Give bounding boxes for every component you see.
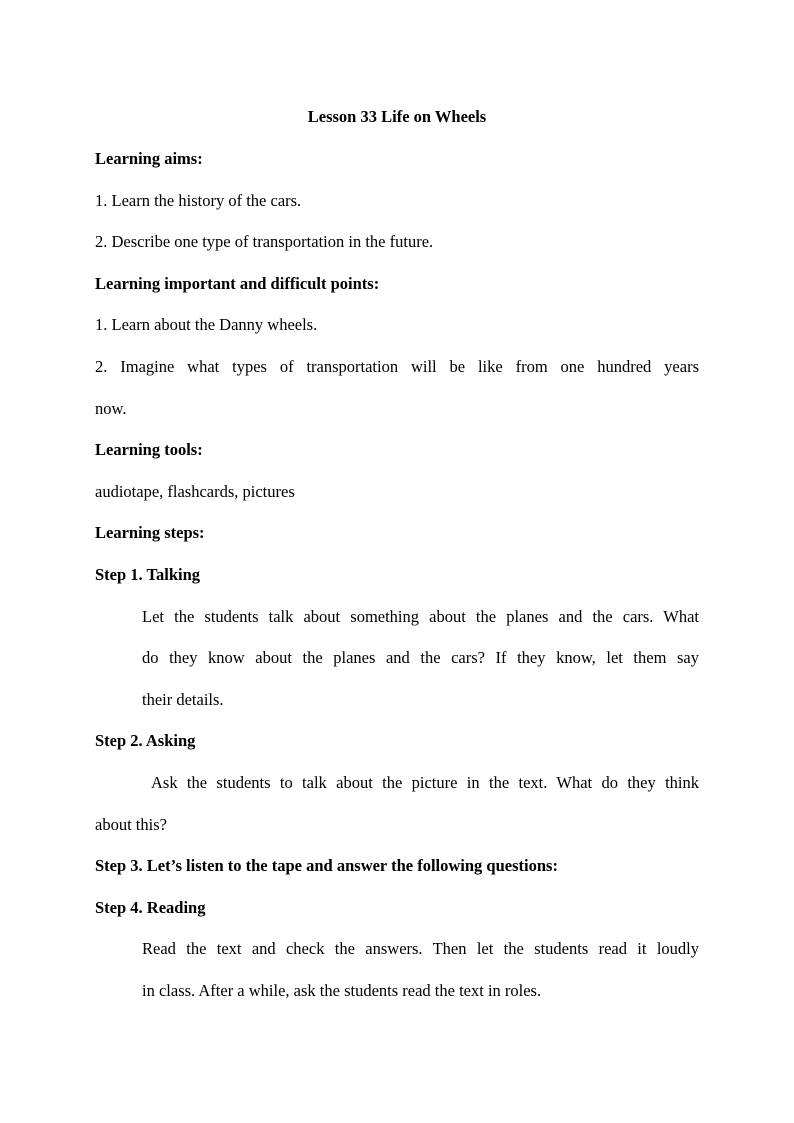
- point-item-2: 2. Imagine what types of transportation will be like from one hundred years: [95, 357, 699, 376]
- step1-heading: Step 1. Talking: [95, 565, 201, 584]
- step4-line-1: Read the text and check the answers. Then let the students read it loudly: [142, 939, 699, 958]
- tools-list: audiotape, flashcards, pictures: [95, 482, 295, 501]
- step1-line-2: do they know about the planes and the cars? If they know, let them say: [142, 648, 699, 667]
- aim-item-2: 2. Describe one type of transportation in the future.: [95, 232, 434, 251]
- aim-item-1: 1. Learn the history of the cars.: [95, 191, 302, 210]
- points-heading: Learning important and difficult points:: [95, 274, 380, 293]
- step1-line-3: their details.: [142, 690, 224, 709]
- step2-line-2: about this?: [95, 815, 167, 834]
- step1-line-1: Let the students talk about something about the planes and the cars. What: [142, 607, 699, 626]
- step4-line-2: in class. After a while, ask the students read the text in roles.: [142, 981, 542, 1000]
- page-title: Lesson 33 Life on Wheels: [307, 107, 487, 126]
- steps-heading: Learning steps:: [95, 523, 205, 542]
- step2-heading: Step 2. Asking: [95, 731, 196, 750]
- point-item-1: 1. Learn about the Danny wheels.: [95, 315, 318, 334]
- aims-heading: Learning aims:: [95, 149, 203, 168]
- step4-heading: Step 4. Reading: [95, 898, 206, 917]
- point-item-2-continued: now.: [95, 399, 127, 418]
- tools-heading: Learning tools:: [95, 440, 203, 459]
- step2-line-1: Ask the students to talk about the picture in the text. What do they think: [151, 773, 699, 792]
- step3-heading: Step 3. Let’s listen to the tape and answer the following questions:: [95, 856, 558, 875]
